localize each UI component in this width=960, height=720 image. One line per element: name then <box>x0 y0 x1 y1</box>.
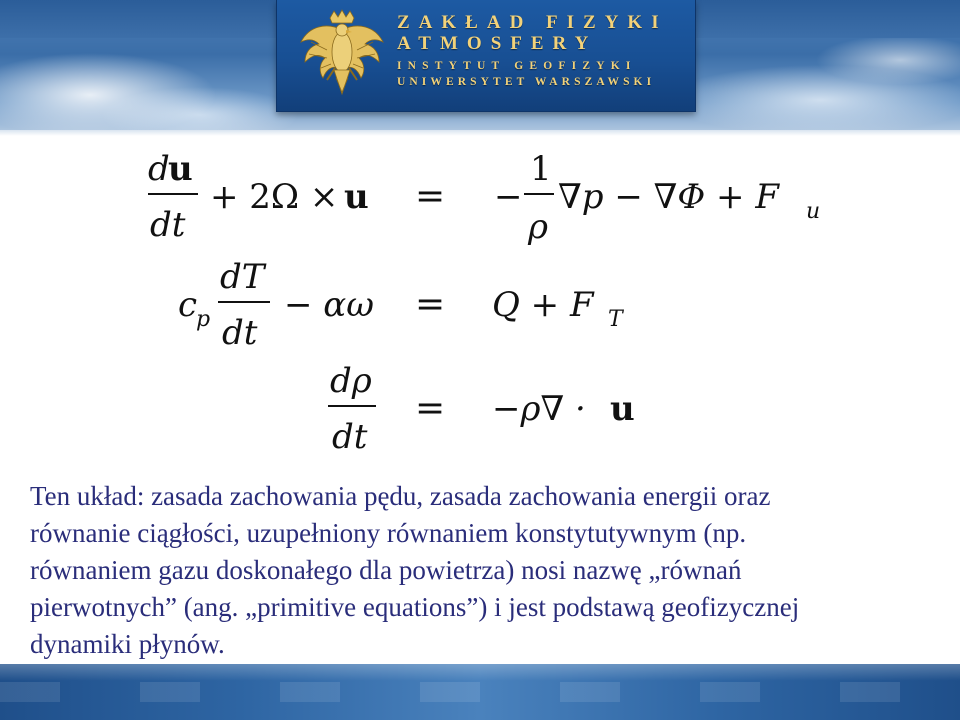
equation-block <box>0 140 960 470</box>
institution-plate <box>276 0 696 112</box>
eq1-den: dt <box>150 205 186 245</box>
paragraph-line: dynamiki płynów. <box>30 629 225 659</box>
description-paragraph <box>30 478 945 663</box>
paragraph-line: pierwotnych” (ang. „primitive equations”) i jest podstawą geofizycznej <box>30 592 800 622</box>
eq2-frac-den: dt <box>222 313 258 353</box>
equation-energy <box>178 257 625 353</box>
eq2-c-subscript: p <box>196 307 211 332</box>
eq1-lhs-u: u <box>344 177 369 217</box>
eq2-c: c <box>178 285 198 325</box>
eq2-lhs-rest: − αω <box>284 285 374 325</box>
equation-momentum <box>148 149 820 247</box>
eq3-rhs-u: u <box>610 389 635 429</box>
eq1-lhs-rest: + 2Ω × <box>210 177 339 217</box>
eq1-rhs-frac-num: 1 <box>530 149 552 189</box>
eq1-equals: = <box>415 176 446 217</box>
header-bottom-edge <box>0 130 960 136</box>
header-banner <box>0 0 960 136</box>
eq1-num-d: d <box>148 149 170 189</box>
crowned-eagle-emblem-icon <box>297 8 387 100</box>
equations-svg <box>0 140 960 470</box>
equation-continuity <box>328 361 635 457</box>
footer-band <box>0 664 960 720</box>
eq1-rhs-frac-den: ρ <box>528 207 548 247</box>
header-title-line-1: ZAKŁAD FIZYKI <box>397 12 668 33</box>
eq2-frac-num: dT <box>220 257 265 297</box>
eq1-rhs-rest: ∇p − ∇Φ + F <box>558 177 779 217</box>
eq2-rhs: Q + F <box>492 285 594 325</box>
eq2-equals: = <box>415 284 446 325</box>
paragraph-line: Ten układ: zasada zachowania pędu, zasada zachowania energii oraz <box>30 481 771 511</box>
eq3-frac-num: dρ <box>330 361 372 401</box>
header-subtitle-line-2: UNIWERSYTET WARSZAWSKI <box>397 76 656 88</box>
eq3-equals: = <box>415 388 446 429</box>
eq3-frac-den: dt <box>332 417 368 457</box>
eq2-rhs-subscript: T <box>608 307 623 332</box>
paragraph-line: równaniem gazu doskonałego dla powietrza) nosi nazwę „równań <box>30 555 742 585</box>
footer-streak <box>0 682 960 702</box>
eq1-rhs-minus: − <box>494 177 523 217</box>
header-subtitle-line-1: INSTYTUT GEOFIZYKI <box>397 60 637 72</box>
paragraph-line: równanie ciągłości, uzupełniony równaniem konstytutywnym (np. <box>30 518 747 548</box>
eq1-num-u: u <box>168 149 193 189</box>
header-title-line-2: ATMOSFERY <box>397 33 598 54</box>
eq1-rhs-subscript: u <box>806 199 821 224</box>
eq3-rhs: −ρ∇ · <box>492 389 586 429</box>
